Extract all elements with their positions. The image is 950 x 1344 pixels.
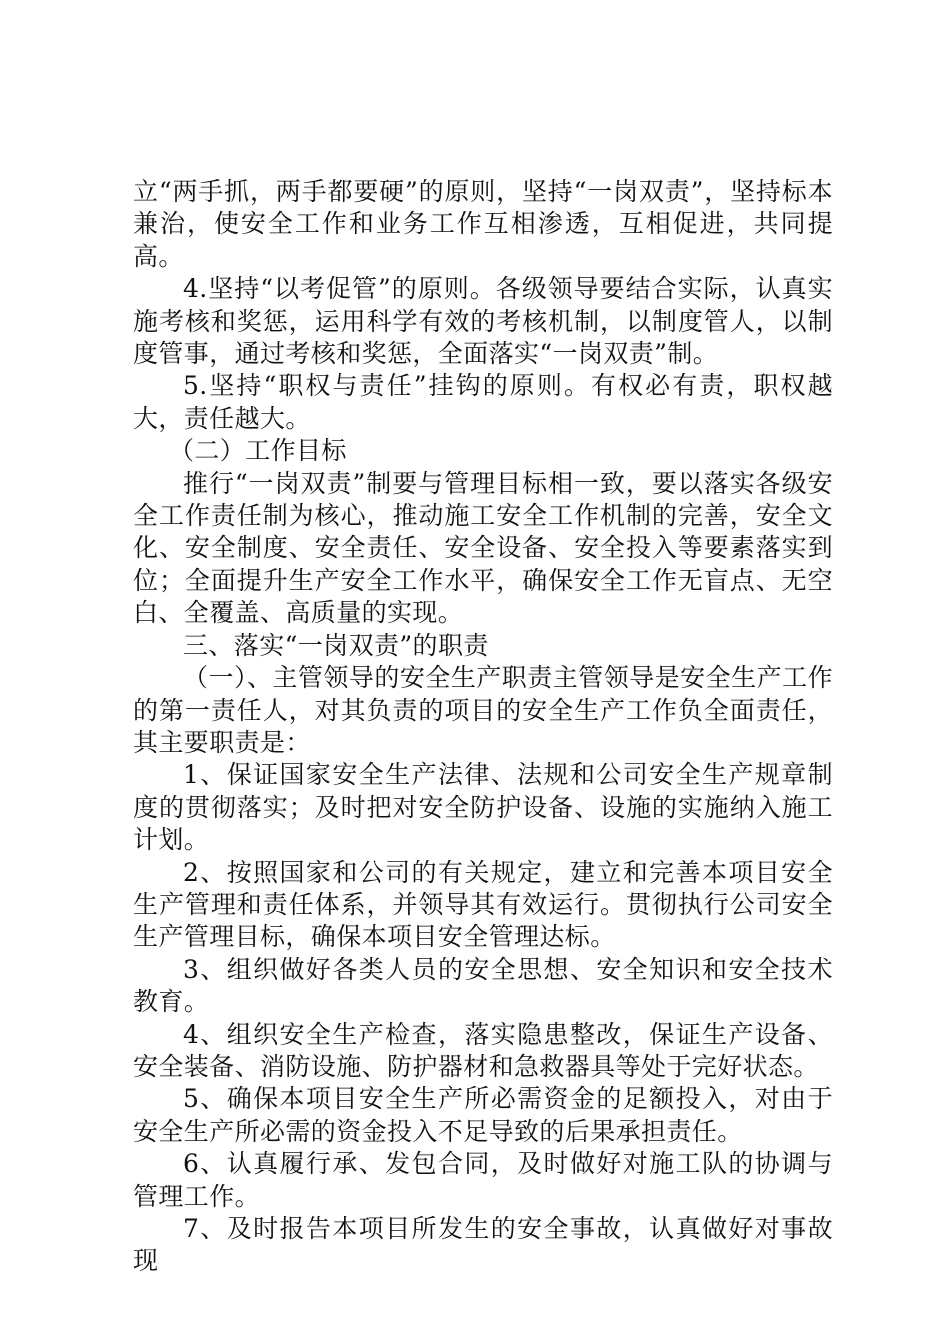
- paragraph-item-4: 4.坚持“以考促管”的原则。各级领导要结合实际，认真实施考核和奖惩，运用科学有效的考核机制，以制度管人，以制度管事，通过考核和奖惩，全面落实“一岗双责”制。: [133, 274, 833, 369]
- document-body: [133, 176, 833, 1278]
- paragraph-duty-5: 5、确保本项目安全生产所必需资金的足额投入，对由于安全生产所必需的资金投入不足导致的后果承担责任。: [133, 1084, 833, 1146]
- paragraph-continued-principle: 立“两手抓，两手都要硬”的原则，坚持“一岗双责”，坚持标本兼治，使安全工作和业务工作互相渗透，互相促进，共同提高。: [133, 177, 833, 271]
- paragraph-duty-7: 7、及时报告本项目所发生的安全事故，认真做好对事故现: [133, 1214, 833, 1276]
- paragraph-duty-4: 4、组织安全生产检查，落实隐患整改，保证生产设备、安全装备、消防设施、防护器材和急救器具等处于完好状态。: [133, 1019, 833, 1081]
- paragraph-duty-3: 3、组织做好各类人员的安全思想、安全知识和安全技术教育。: [133, 954, 833, 1017]
- paragraph-work-goal: 推行“一岗双责”制要与管理目标相一致，要以落实各级安全工作责任制为核心，推动施工安全工作机制的完善，安全文化、安全制度、安全责任、安全设备、安全投入等要素落实到位；全面提升生产安全工作水平，确保安全工作无盲点、无空白、全覆盖、高质量的实现。: [133, 468, 833, 628]
- paragraph-duty-1: 1、保证国家安全生产法律、法规和公司安全生产规章制度的贯彻落实；及时把对安全防护设备、设施的实施纳入施工计划。: [133, 760, 833, 855]
- paragraph-leader-duties: （一）、主管领导的安全生产职责主管领导是安全生产工作的第一责任人，对其负责的项目的安全生产工作负全面责任，其主要职责是：: [133, 663, 833, 757]
- section-heading-duties: 三、落实“一岗双责”的职责: [183, 630, 489, 660]
- paragraph-duty-6: 6、认真履行承、发包合同，及时做好对施工队的协调与管理工作。: [133, 1149, 833, 1211]
- paragraph-item-5: 5.坚持“职权与责任”挂钩的原则。有权必有责，职权越大，责任越大。: [133, 371, 833, 433]
- paragraph-duty-2: 2、按照国家和公司的有关规定，建立和完善本项目安全生产管理和责任体系，并领导其有效运行。贯彻执行公司安全生产管理目标，确保本项目安全管理达标。: [133, 857, 833, 952]
- section-heading-work-goal: （二）工作目标: [169, 436, 347, 466]
